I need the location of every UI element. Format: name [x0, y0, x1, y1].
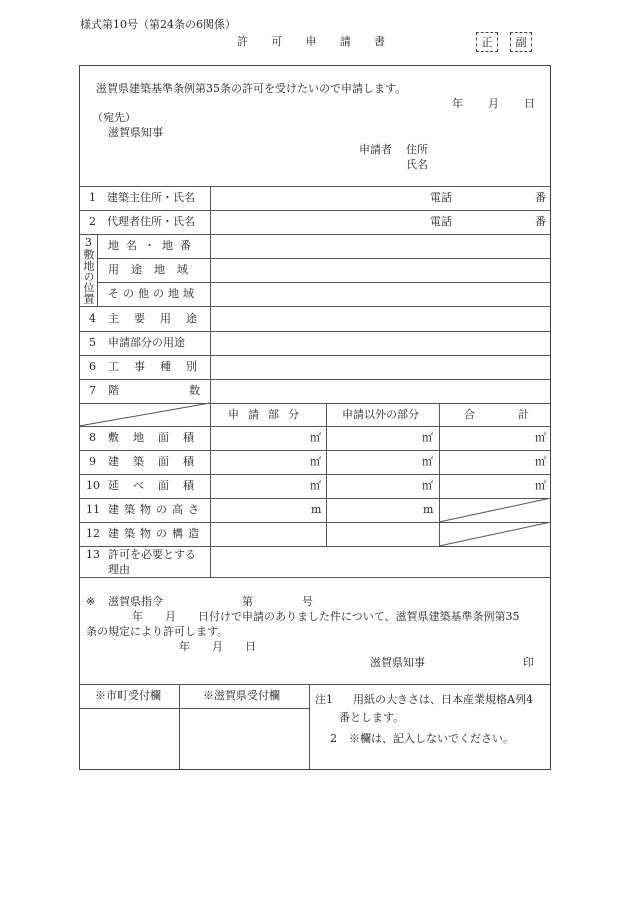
row9-number: 9: [89, 455, 96, 468]
row1-phone-suffix: 番: [535, 191, 546, 204]
row1-phone-label: 電話: [430, 191, 452, 204]
title-char: 許: [237, 35, 248, 48]
row10-number: 10: [86, 479, 100, 492]
row13-label-line2: 理由: [108, 563, 130, 576]
city-reception-header: ※市町受付欄: [95, 689, 161, 702]
addressee: 滋賀県知事: [108, 126, 163, 139]
row2-phone-label: 電話: [430, 215, 452, 228]
row7-label: 階数: [108, 384, 270, 397]
form-number: 様式第10号（第24条の6関係）: [80, 18, 236, 31]
row10-label: 延べ面積: [108, 479, 208, 492]
permit-directive: 滋賀県指令: [108, 595, 163, 608]
permit-mark: ※: [86, 595, 96, 608]
col-total-header: 合計: [464, 408, 572, 421]
row8-label: 敷地面積: [108, 431, 208, 444]
permit-go: 号: [302, 595, 313, 608]
row10-unit-other: ㎡: [422, 479, 433, 492]
row9-label: 建築面積: [108, 455, 208, 468]
row6-number: 6: [89, 360, 96, 373]
note2-number: 2: [330, 732, 337, 745]
note2-text: ※欄は、記入しないでください。: [349, 732, 514, 745]
note1-text-b: 番とします。: [339, 711, 405, 724]
copy-duplicate-box: 副: [510, 32, 532, 52]
name-label: 氏名: [406, 158, 428, 171]
row2-label: 2 代理者住所・氏名: [89, 215, 195, 228]
addressee-label: （宛先）: [92, 111, 136, 124]
copy-original-box: 正: [476, 32, 498, 52]
row11-unit-other: m: [423, 503, 434, 516]
row4-label: 主要用途: [108, 312, 212, 325]
row2-phone-suffix: 番: [535, 215, 546, 228]
row4-number: 4: [89, 312, 96, 325]
permit-dai: 第: [242, 595, 253, 608]
title-char: 可: [271, 35, 283, 48]
row1-label: 1 建築主住所・氏名: [89, 191, 195, 204]
note1-text-a: 用紙の大きさは、日本産業規格A列4: [353, 693, 533, 706]
row9-unit-total: ㎡: [535, 455, 546, 468]
row11-label: 建築物の高さ: [108, 503, 204, 516]
date-day-label: 日: [524, 97, 535, 110]
title-char: 申: [305, 35, 317, 48]
permit-text-line2: 条の規定により許可します。: [86, 625, 229, 638]
row5-number: 5: [89, 336, 96, 349]
row3a-label: 地名・地番: [108, 239, 198, 252]
site-location-group-label: 3敷地の位置: [82, 236, 95, 304]
pref-reception-header: ※滋賀県受付欄: [203, 689, 280, 702]
row13-label-line1: 許可を必要とする: [108, 548, 196, 561]
row9-unit-applied: ㎡: [310, 455, 321, 468]
row11-unit-applied: m: [311, 503, 322, 516]
row3b-label: 用途地域: [108, 263, 200, 276]
row9-unit-other: ㎡: [422, 455, 433, 468]
row3c-label: その他の地域: [108, 287, 198, 300]
applicant-label: 申請者: [359, 143, 392, 156]
date-year-label: 年: [452, 97, 463, 110]
application-statement: 滋賀県建築基準条例第35条の許可を受けたいので申請します。: [96, 82, 407, 95]
row10-unit-total: ㎡: [535, 479, 546, 492]
address-label: 住所: [406, 143, 428, 156]
date-month-label: 月: [488, 97, 499, 110]
permit-text-line1: 年 月 日付けで申請のありました件について、滋賀県建築基準条例第35: [132, 610, 520, 623]
row8-unit-total: ㎡: [535, 431, 546, 444]
row8-number: 8: [89, 431, 96, 444]
col-other-header: 申請以外の部分: [342, 408, 419, 421]
row5-label: 申請部分の用途: [108, 336, 185, 349]
row8-unit-other: ㎡: [422, 431, 433, 444]
row12-label: 建築物の構造: [108, 527, 204, 540]
row10-unit-applied: ㎡: [310, 479, 321, 492]
note1-prefix: 注1: [315, 693, 333, 706]
row13-number: 13: [86, 548, 100, 561]
title-char: 書: [374, 35, 385, 48]
title-char: 請: [339, 35, 351, 48]
seal-mark: 印: [523, 656, 534, 669]
permit-issuer: 滋賀県知事: [370, 656, 425, 669]
row6-label: 工事種別: [108, 360, 212, 373]
row8-unit-applied: ㎡: [310, 431, 321, 444]
row12-number: 12: [86, 527, 100, 540]
permit-date: 年 月 日: [179, 640, 256, 653]
col-applied-header: 申請部分: [228, 408, 308, 421]
row11-number: 11: [86, 503, 100, 516]
row7-number: 7: [89, 384, 96, 397]
